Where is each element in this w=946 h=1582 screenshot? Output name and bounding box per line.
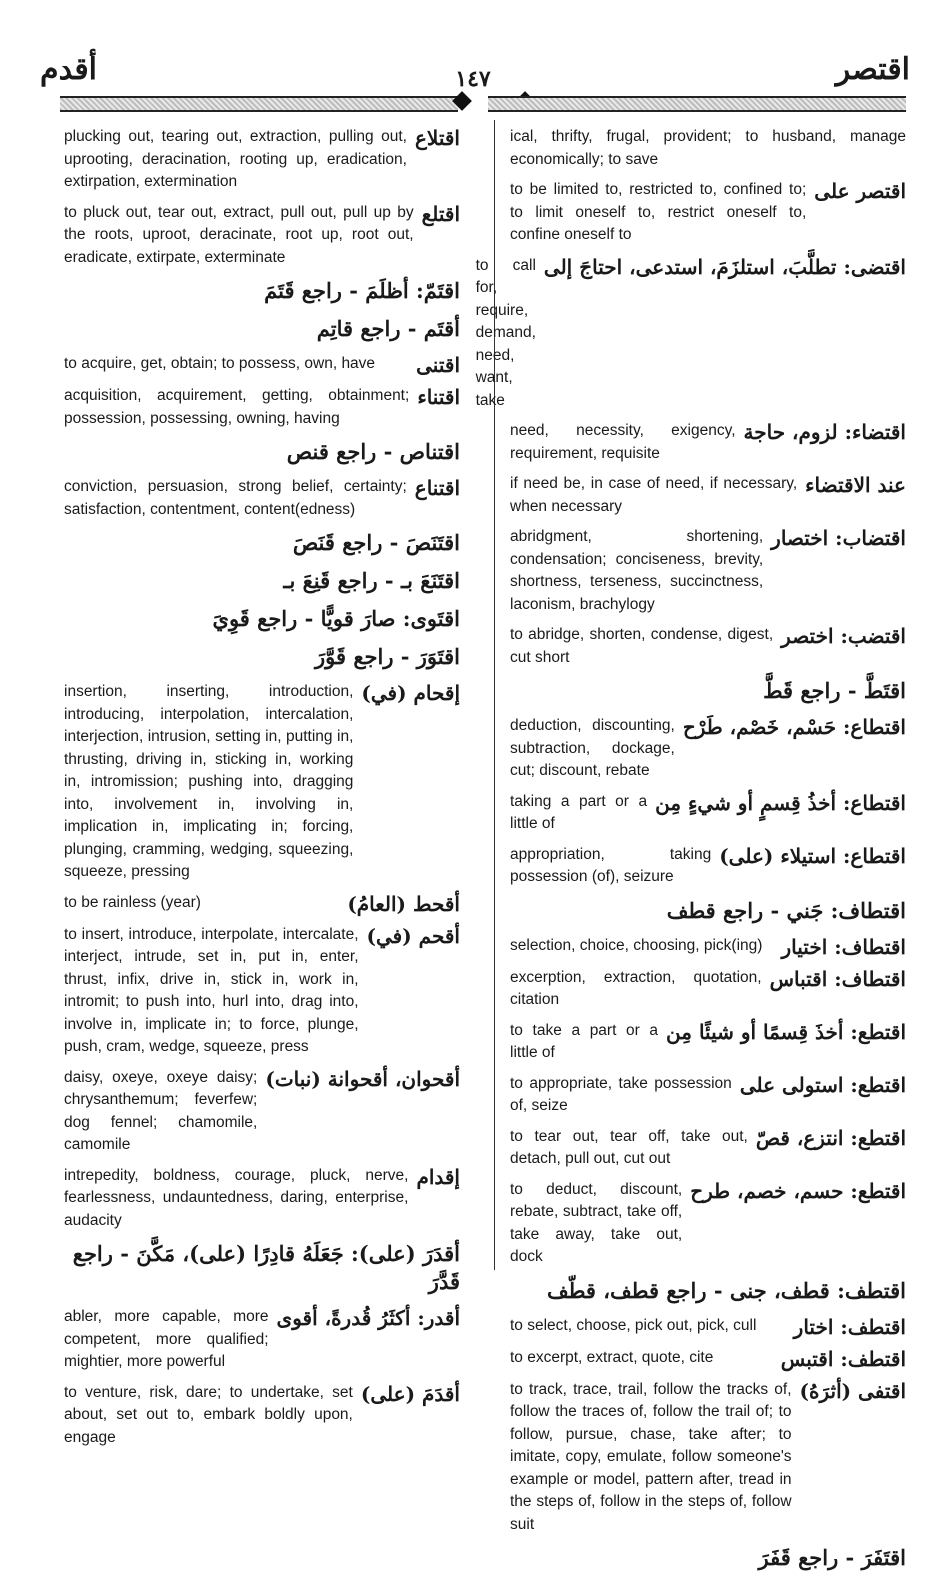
entry-definition: if need be, in case of need, if necessary, when necessary (510, 475, 798, 515)
entry-definition: conviction, persuasion, strong belief, certainty; satisfaction, contentment, content(edness) (64, 478, 407, 518)
entry-definition: abler, more capable, more competent, more qualified; mightier, more powerful (64, 1308, 269, 1370)
entry-headword: اقتناء (417, 385, 460, 409)
dictionary-entry (510, 1315, 906, 1339)
running-head-left: أقدم (40, 52, 97, 87)
entry-definition: appropriation, taking possession (of), seizure (510, 845, 712, 885)
cross-reference-line: اقتطف: قطف، جنى - راجع قطف، قطّف (546, 1277, 906, 1303)
entry-headword: اقتطع: استولى على (739, 1072, 906, 1097)
dictionary-entry (510, 715, 906, 783)
cross-reference-line: اقتناص - راجع قنص (286, 439, 460, 464)
cross-reference-line: اقتَطَّ - راجع قَطَّ (763, 678, 906, 703)
dictionary-entry (64, 681, 460, 884)
entry-headword: اقتفى (أثرَهُ) (799, 1378, 906, 1403)
entry-headword: اقتطاع: استيلاء (على) (719, 843, 906, 868)
entry-definition: to appropriate, take possession of, seize (510, 1074, 732, 1114)
entry-headword: اقتطف: اختار (793, 1314, 906, 1339)
entry-headword: اقتضب: اختصر (781, 624, 906, 648)
entry-definition: to abridge, shorten, condense, digest, cut short (510, 626, 774, 666)
dictionary-entry (64, 126, 460, 194)
cross-reference-line: اقتَفَرَ - راجع قَفَرَ (758, 1545, 906, 1570)
entry-definition: deduction, discounting, subtraction, dockage, cut; discount, rebate (510, 717, 675, 779)
entry-definition: need, necessity, exigency, requirement, requisite (510, 422, 736, 462)
dictionary-entry (510, 526, 906, 616)
entry-definition: ical, thrifty, frugal, provident; to husband, manage economically; to save (510, 128, 906, 168)
dictionary-entry (510, 473, 906, 518)
entry-definition: to venture, risk, dare; to undertake, set about, set out to, embark boldly upon, engage (64, 1383, 353, 1446)
entry-definition: abridgment, shortening, condensation; conciseness, brevity, shortness, terseness, succinctness, laconism, brachylogy (510, 528, 764, 613)
entry-headword: أقحوان، أقحوانة (نبات) (265, 1066, 460, 1091)
entry-headword: اقتضاء: لزوم، حاجة (743, 420, 906, 444)
entry-definition: selection, choice, choosing, pick(ing) (510, 936, 763, 954)
dictionary-entry (64, 1067, 460, 1157)
entry-definition: intrepedity, boldness, courage, pluck, nerve, fearlessness, undauntedness, daring, enterprise, audacity (64, 1166, 409, 1229)
entry-headword: اقتطف: اقتبس (780, 1346, 906, 1371)
entry-definition: daisy, oxeye, oxeye daisy; chrysanthemum; feverfew; dog fennel; chamomile, camomile (64, 1068, 258, 1153)
entry-headword: اقتلع (421, 201, 460, 226)
cross-reference-line: اقتطاف: جَني - راجع قطف (666, 897, 906, 923)
left-column (64, 126, 460, 1457)
cross-reference-line: اقتَمّ: أظلَمَ - راجع قَتَمَ (264, 278, 460, 303)
entry-definition: to track, trace, trail, follow the tracks of, follow the traces of, follow the trail of; to follow, pursue, chase, take after; to imitate, copy, emulate, follow someone's example or model, pattern after, tread in the steps of, follow in the steps of, follow suit (510, 1380, 792, 1533)
dictionary-entry (510, 1126, 906, 1171)
dictionary-entry (510, 420, 906, 465)
entry-definition: to deduct, discount, rebate, subtract, take off, take away, take out, dock (510, 1180, 683, 1265)
dictionary-entry (510, 1379, 906, 1537)
dictionary-entry (510, 1179, 906, 1269)
page-number: ١٤٧ (455, 66, 491, 92)
dictionary-entry (64, 1382, 460, 1450)
dictionary-entry (510, 1073, 906, 1118)
entry-headword: أقحط (العامُ) (347, 891, 460, 916)
entry-headword: اقتطع: أخذَ قِسمًا أو شيئًا مِن (666, 1019, 906, 1044)
dictionary-entry (510, 791, 906, 836)
entry-headword: اقتصر على (814, 179, 906, 203)
entry-headword: اقتطاع: أخذُ قِسمٍ أو شيءٍ مِن (655, 790, 906, 815)
entry-definition: to take a part or a little of (510, 1021, 659, 1061)
entry-definition: to call for, require, demand, need, want, take (475, 256, 536, 409)
entry-definition: to excerpt, extract, quote, cite (510, 1348, 714, 1366)
entry-definition: acquisition, acquirement, getting, obtainment; possession, possessing, owning, having (64, 387, 410, 427)
dictionary-entry (510, 624, 906, 669)
entry-headword: إقحام (في) (361, 681, 460, 705)
entry-headword: أقدر: أكثَرُ قُدرةً، أقوى (276, 1306, 460, 1330)
entry-headword: اقتلاع (414, 126, 460, 150)
dictionary-entry (64, 353, 460, 377)
entry-headword: اقتطاف: اقتباس (769, 966, 906, 991)
entry-headword: أقحم (في) (366, 923, 460, 948)
dictionary-entry (510, 126, 906, 171)
entry-headword: اقتضاب: اختصار (771, 526, 906, 550)
entry-definition: to select, choose, pick out, pick, cull (510, 1316, 757, 1334)
dictionary-entry (510, 935, 906, 959)
running-head-right: اقتصر (835, 52, 910, 87)
dictionary-entry (64, 1306, 460, 1374)
entry-headword: اقتطاف: اختيار (781, 934, 906, 959)
right-column (475, 126, 906, 1582)
entry-definition: to be rainless (year) (64, 893, 201, 911)
entry-definition: to pluck out, tear out, extract, pull out, pull up by the roots, uproot, deracinate, root up, root out, eradicate, extirpate, exterminate (64, 203, 414, 266)
entry-headword: اقتطع: انتزع، قصّ (755, 1125, 906, 1150)
entry-headword: اقتطاع: حَسْم، خَصْم، طَرْح (682, 715, 906, 739)
dictionary-entry (475, 254, 906, 413)
dictionary-entry (64, 924, 460, 1059)
cross-reference-line: أقدَرَ (على): جَعَلَهُ قادِرًا (على)، مَكَّنَ - راجع قَدَّرَ (72, 1241, 460, 1294)
entry-definition: to tear out, tear off, take out, detach, pull out, cut out (510, 1127, 748, 1167)
header-rule-left (60, 96, 458, 112)
cross-reference-line: اقتَنَصَ - راجع قَنَصَ (292, 530, 460, 555)
entry-definition: excerption, extraction, quotation, citation (510, 968, 762, 1008)
cross-reference-line: اقتَوَرَ - راجع قَوَّرَ (314, 644, 460, 669)
dictionary-entry (510, 967, 906, 1012)
dictionary-entry (64, 1165, 460, 1233)
cross-reference-line: اقتَنَعَ بـ - راجع قَنِعَ بـ (283, 568, 460, 593)
dictionary-entry (64, 476, 460, 521)
dictionary-entry (64, 202, 460, 270)
entry-definition: to acquire, get, obtain; to possess, own, have (64, 355, 376, 372)
cross-reference-line: اقتَوى: صارَ قويًّا - راجع قَوِيَ (212, 606, 460, 631)
entry-definition: insertion, inserting, introduction, introducing, interpolation, intercalation, interjection, intrusion, setting in, putting in, thrusting, driving in, sticking in, working in, intromission; pushing into, dragging into, involvement in, involving in, implication in, implicating in; forcing, plunging, cramming, wedging, squeezing, squeeze, pressing (64, 683, 354, 880)
entry-definition: to be limited to, restricted to, confined to; to limit oneself to, restrict oneself to, confine oneself to (510, 181, 807, 243)
header-rule-right (488, 96, 906, 112)
cross-reference-line: أقتَم - راجع قاتِم (316, 316, 460, 341)
entry-definition: taking a part or a little of (510, 792, 648, 832)
dictionary-entry (510, 1020, 906, 1065)
dictionary-entry (64, 385, 460, 430)
entry-headword: اقتنى (416, 353, 460, 377)
dictionary-entry (510, 844, 906, 889)
entry-headword: اقتطع: حسم، خصم، طرح (690, 1178, 906, 1203)
dictionary-entry (510, 179, 906, 247)
entry-headword: اقتناع (414, 476, 460, 500)
entry-definition: to insert, introduce, interpolate, intercalate, interject, intrude, set in, put in, enter, thrust, infix, drive in, stick in, work in, intromit; to push into, hurl into, drag into, involve in, implicate in; to force, plunge, push, cram, wedge, squeeze, press (64, 925, 359, 1055)
entry-headword: اقتضى: تطلَّبَ، استلزَمَ، استدعى، احتاجَ إلى (543, 254, 906, 279)
dictionary-entry (64, 892, 460, 916)
entry-headword: أقدَمَ (على) (360, 1381, 460, 1406)
entry-definition: plucking out, tearing out, extraction, pulling out, uprooting, deracination, rooting up, eradication, extirpation, extermination (64, 128, 407, 190)
entry-headword: إقدام (416, 1164, 460, 1189)
entry-headword: عند الاقتضاء (805, 473, 906, 497)
